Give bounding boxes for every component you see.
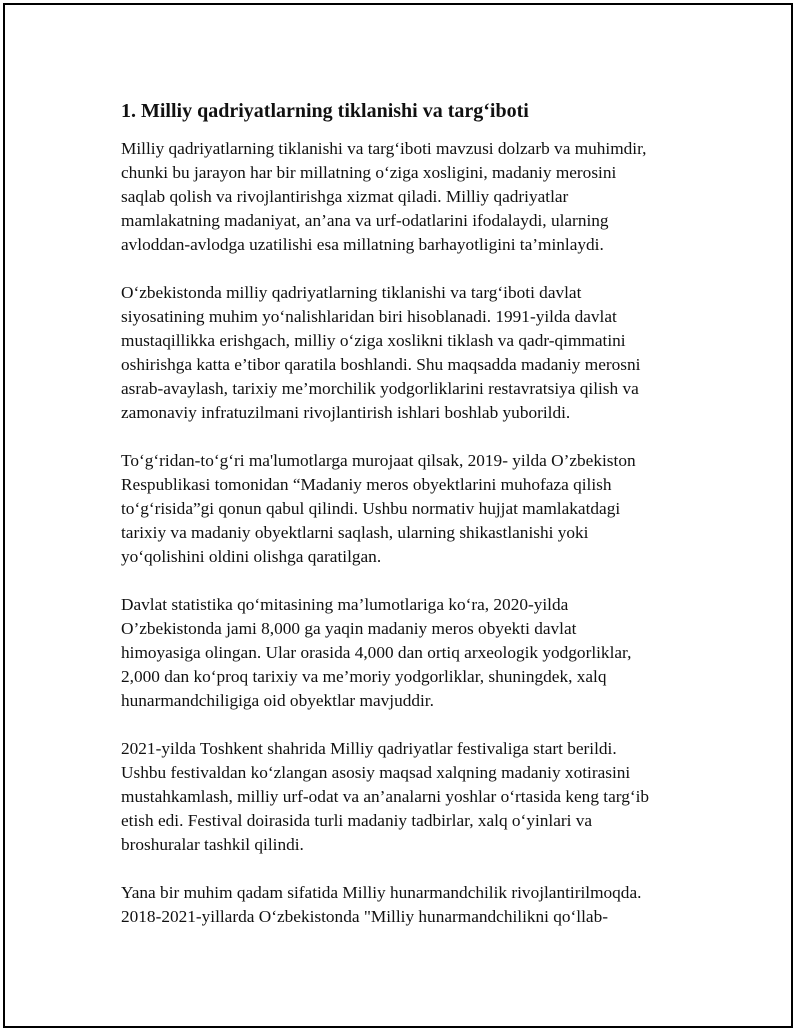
text-line: mustaqillikka erishgach, milliy o‘ziga xoslikni tiklash va qadr-qimmatini — [121, 331, 626, 350]
text-line: O‘zbekistonda milliy qadriyatlarning tiklanishi va targ‘iboti davlat — [121, 283, 582, 302]
text-line: siyosatining muhim yo‘nalishlaridan biri hisoblanadi. 1991-yilda davlat — [121, 307, 617, 326]
body-paragraph — [121, 449, 701, 569]
text-line: broshuralar tashkil qilindi. — [121, 835, 304, 854]
text-line: yo‘qolishini oldini olishga qaratilgan. — [121, 547, 382, 566]
text-line: chunki bu jarayon har bir millatning o‘ziga xosligini, madaniy merosini — [121, 163, 617, 182]
text-line: mamlakatning madaniyat, an’ana va urf-odatlarini ifodalaydi, ularning — [121, 211, 609, 230]
text-line: Ushbu festivaldan ko‘zlangan asosiy maqsad xalqning madaniy xotirasini — [121, 763, 631, 782]
text-line: To‘g‘ridan-to‘g‘ri ma'lumotlarga murojaat qilsak, 2019- yilda O’zbekiston — [121, 451, 636, 470]
text-line: etish edi. Festival doirasida turli madaniy tadbirlar, xalq o‘yinlari va — [121, 811, 593, 830]
text-line: hunarmandchiligiga oid obyektlar mavjuddir. — [121, 691, 434, 710]
text-line: himoyasiga olingan. Ular orasida 4,000 dan ortiq arxeologik yodgorliklar, — [121, 643, 632, 662]
text-line: 2018-2021-yillarda O‘zbekistonda "Milliy hunarmandchilikni qo‘llab- — [121, 907, 608, 926]
text-line: O’zbekistonda jami 8,000 ga yaqin madaniy meros obyekti davlat — [121, 619, 577, 638]
section-heading: 1. Milliy qadriyatlarning tiklanishi va targ‘iboti — [121, 100, 529, 122]
body-paragraph — [121, 137, 701, 257]
text-line: avloddan-avlodga uzatilishi esa millatning barhayotligini ta’minlaydi. — [121, 235, 604, 254]
text-line: asrab-avaylash, tarixiy me’morchilik yodgorliklarini restavratsiya qilish va — [121, 379, 639, 398]
text-line: Yana bir muhim qadam sifatida Milliy hunarmandchilik rivojlantirilmoqda. — [121, 883, 642, 902]
text-line: zamonaviy infratuzilmani rivojlantirish ishlari boshlab yuborildi. — [121, 403, 571, 422]
text-line: Davlat statistika qo‘mitasining ma’lumotlariga ko‘ra, 2020-yilda — [121, 595, 569, 614]
body-paragraph — [121, 881, 701, 929]
text-line: 2021-yilda Toshkent shahrida Milliy qadriyatlar festivaliga start berildi. — [121, 739, 617, 758]
text-line: to‘g‘risida”gi qonun qabul qilindi. Ushbu normativ hujjat mamlakatdagi — [121, 499, 621, 518]
text-line: saqlab qolish va rivojlantirishga xizmat qiladi. Milliy qadriyatlar — [121, 187, 569, 206]
paragraph-list — [121, 137, 701, 929]
text-line: Respublikasi tomonidan “Madaniy meros obyektlarini muhofaza qilish — [121, 475, 612, 494]
page-content — [121, 97, 701, 953]
page-frame — [3, 3, 793, 1028]
text-line: oshirishga katta e’tibor qaratila boshlandi. Shu maqsadda madaniy merosni — [121, 355, 641, 374]
text-line: Milliy qadriyatlarning tiklanishi va targ‘iboti mavzusi dolzarb va muhimdir, — [121, 139, 647, 158]
body-paragraph — [121, 281, 701, 425]
body-paragraph — [121, 593, 701, 713]
text-line: mustahkamlash, milliy urf-odat va an’analarni yoshlar o‘rtasida keng targ‘ib — [121, 787, 650, 806]
text-line: tarixiy va madaniy obyektlarni saqlash, ularning shikastlanishi yoki — [121, 523, 589, 542]
text-line: 2,000 dan ko‘proq tarixiy va me’moriy yodgorliklar, shuningdek, xalq — [121, 667, 607, 686]
body-paragraph — [121, 737, 701, 857]
